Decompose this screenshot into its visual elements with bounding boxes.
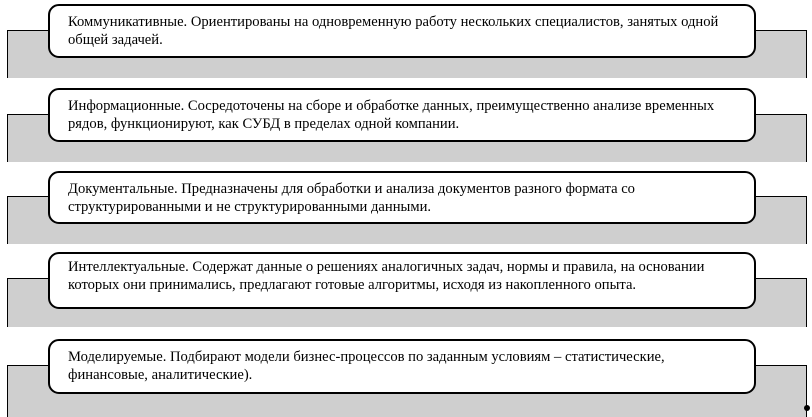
card-text: Интеллектуальные. Содержат данные о решениях аналогичных задач, нормы и правила, на основании которых они принимались, предлагают готовые алгоритмы, исходя из накопленного опыта.	[68, 259, 705, 293]
card-text: Коммуникативные. Ориентированы на одновременную работу нескольких специалистов, занятых одной общей задачей.	[68, 14, 719, 48]
card-modeling	[48, 339, 756, 394]
card-text: Документальные. Предназначены для обработки и анализа документов разного формата со структурированными и не структурированными данными.	[68, 181, 635, 215]
trailing-dot	[804, 405, 810, 411]
card-text: Моделируемые. Подбирают модели бизнес-процессов по заданным условиям – статистические, финансовые, аналитические).	[68, 349, 665, 383]
card-intellectual	[48, 252, 756, 309]
card-informational	[48, 88, 756, 142]
card-documentary	[48, 171, 756, 224]
card-communicative	[48, 4, 756, 58]
card-text: Информационные. Сосредоточены на сборе и обработке данных, преимущественно анализе временных рядов, функционируют, как СУБД в пределах одной компании.	[68, 98, 715, 132]
